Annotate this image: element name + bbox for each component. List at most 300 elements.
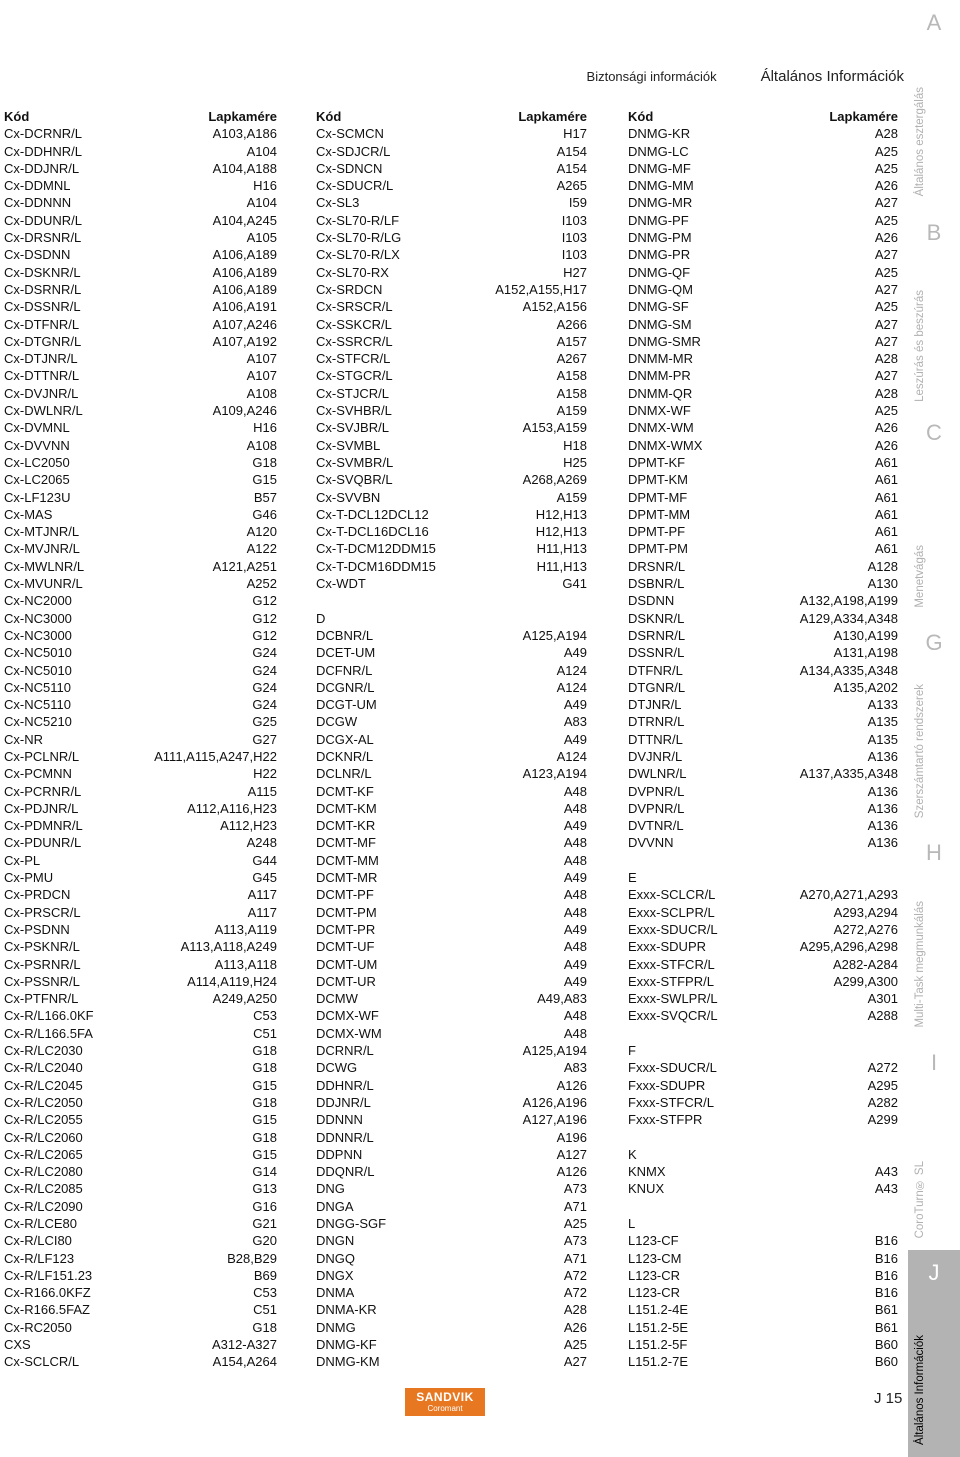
table-row xyxy=(316,662,587,679)
size-cell: A48 xyxy=(563,1008,587,1024)
size-cell: H22 xyxy=(253,766,277,782)
size-cell: H12,H13 xyxy=(535,506,587,522)
code-cell: Exxx-STFPR/L xyxy=(628,973,714,989)
table-row xyxy=(316,1301,587,1318)
section-label: Általános Információk xyxy=(914,1335,926,1445)
table-row xyxy=(4,316,277,333)
table-row xyxy=(4,1042,277,1059)
table-row xyxy=(628,1353,898,1370)
table-row xyxy=(316,817,587,834)
table-row xyxy=(628,990,898,1007)
code-cell: Cx-STFCR/L xyxy=(316,351,391,367)
code-cell: Cx-PRSCR/L xyxy=(4,904,81,920)
code-cell: DNMG xyxy=(316,1319,356,1335)
size-cell: G16 xyxy=(252,1198,277,1214)
size-cell: A104 xyxy=(246,143,277,159)
size-cell: A153,A159 xyxy=(522,420,587,436)
size-cell: A48 xyxy=(563,783,587,799)
table-row xyxy=(628,800,898,817)
size-cell: A108 xyxy=(246,437,277,453)
table-row xyxy=(628,402,898,419)
section-sidebar xyxy=(908,0,960,1457)
table-row xyxy=(316,558,587,575)
code-cell: Cx-MAS xyxy=(4,506,53,522)
table-row xyxy=(628,1025,898,1042)
size-cell: G27 xyxy=(252,731,277,747)
section-letter: C xyxy=(926,420,942,445)
size-cell: A124 xyxy=(556,662,587,678)
table-row xyxy=(4,506,277,523)
table-row xyxy=(316,731,587,748)
code-cell: Cx-SCLCR/L xyxy=(4,1354,80,1370)
code-cell: DCBNR/L xyxy=(316,627,374,643)
table-row xyxy=(628,558,898,575)
size-cell: H11,H13 xyxy=(536,558,587,574)
code-cell: Cx-R/LC2050 xyxy=(4,1094,83,1110)
code-cell: DNGG-SGF xyxy=(316,1216,387,1231)
table-row xyxy=(4,143,277,160)
code-cell: DVTNR/L xyxy=(628,818,684,834)
table-row xyxy=(628,1250,898,1267)
code-cell: Cx-R166.5FAZ xyxy=(4,1302,90,1318)
table-row xyxy=(628,160,898,177)
table-row xyxy=(4,246,277,263)
table-row xyxy=(316,523,587,540)
code-cell: DDQNR/L xyxy=(316,1164,375,1180)
table-row xyxy=(4,886,277,903)
code-cell: Cx-PDMNR/L xyxy=(4,818,83,834)
size-cell: A112,A116,H23 xyxy=(187,800,277,816)
code-cell: DCGT-UM xyxy=(316,697,377,713)
size-cell: A282 xyxy=(867,1094,898,1110)
code-cell: Cx-NC3000 xyxy=(4,627,72,643)
code-cell: L123-CF xyxy=(628,1233,679,1249)
size-cell: A124 xyxy=(556,748,587,764)
code-cell: Cx-MVJNR/L xyxy=(4,541,80,557)
code-cell: Cx-NC5110 xyxy=(4,679,71,695)
code-cell: DTRNR/L xyxy=(628,714,685,730)
size-cell: A128 xyxy=(867,558,898,574)
section-letter: H xyxy=(926,840,942,865)
size-cell: B60 xyxy=(874,1354,898,1370)
table-row xyxy=(628,938,898,955)
size-cell: Lapkamére xyxy=(829,109,898,124)
table-row xyxy=(316,1180,587,1197)
code-cell: Cx-DTJNR/L xyxy=(4,351,78,367)
code-cell: Cx-R/LC2090 xyxy=(4,1198,83,1214)
size-cell: G12 xyxy=(252,593,277,609)
table-row xyxy=(4,1267,277,1284)
size-cell: A27 xyxy=(874,333,898,349)
table-row xyxy=(628,1301,898,1318)
size-cell: I59 xyxy=(568,195,587,211)
table-row xyxy=(628,1042,898,1059)
code-cell: Cx-DVJNR/L xyxy=(4,385,79,401)
code-cell: Cx-MWLNR/L xyxy=(4,558,85,574)
size-cell: A312-A327 xyxy=(211,1337,277,1353)
table-row xyxy=(4,558,277,575)
size-cell: G12 xyxy=(252,610,277,626)
code-cell: Cx-PCRNR/L xyxy=(4,783,82,799)
table-row xyxy=(316,281,587,298)
table-row xyxy=(316,1198,587,1215)
table-row xyxy=(628,1198,898,1215)
code-cell: L123-CR xyxy=(628,1267,681,1283)
code-cell: Cx-R/L166.5FA xyxy=(4,1025,93,1041)
code-cell: Cx-R/LC2045 xyxy=(4,1077,83,1093)
page-number: J 15 xyxy=(874,1390,903,1407)
size-cell: A121,A251 xyxy=(212,558,277,574)
code-cell: Cx-PDJNR/L xyxy=(4,800,79,816)
code-cell: K xyxy=(628,1146,637,1162)
code-cell: DNMG-KR xyxy=(628,126,691,142)
table-row xyxy=(316,592,587,609)
table-row xyxy=(4,298,277,315)
table-row xyxy=(316,1025,587,1042)
table-row xyxy=(4,1129,277,1146)
code-cell: Cx-T-DCM16DDM15 xyxy=(316,558,436,574)
size-cell: A136 xyxy=(867,800,898,816)
table-row xyxy=(628,834,898,851)
code-cell: Cx-SVVBN xyxy=(316,489,381,505)
code-cell: Cx-NC5010 xyxy=(4,645,72,661)
table-row xyxy=(628,1129,898,1146)
table-row xyxy=(4,402,277,419)
size-cell: A25 xyxy=(563,1337,587,1353)
table-row xyxy=(628,1059,898,1076)
table-row xyxy=(316,696,587,713)
size-cell: C51 xyxy=(253,1025,277,1041)
size-cell: A26 xyxy=(563,1319,587,1335)
table-row xyxy=(4,1353,277,1370)
code-cell: Cx-DVVNN xyxy=(4,437,70,453)
table-row xyxy=(628,1146,898,1163)
size-cell: A158 xyxy=(556,368,587,384)
size-cell: A49 xyxy=(563,956,587,972)
table-row xyxy=(316,713,587,730)
size-cell: A159 xyxy=(556,403,587,419)
size-cell: A115 xyxy=(247,783,277,799)
code-cell: Cx-R/LC2060 xyxy=(4,1129,83,1145)
size-cell: A123,A194 xyxy=(522,766,587,782)
table-row xyxy=(628,1267,898,1284)
table-row xyxy=(4,264,277,281)
table-row xyxy=(628,316,898,333)
table-row xyxy=(316,367,587,384)
size-cell: A107 xyxy=(246,368,277,384)
table-row xyxy=(628,817,898,834)
section-letter: I xyxy=(930,1050,938,1075)
size-cell: H12,H13 xyxy=(535,524,587,540)
table-row xyxy=(4,281,277,298)
code-cell: DVPNR/L xyxy=(628,783,685,799)
table-row xyxy=(4,644,277,661)
table-row xyxy=(316,1215,587,1232)
code-cell: Cx-PSKNR/L xyxy=(4,939,80,955)
size-cell: C51 xyxy=(253,1302,277,1318)
size-cell: A295 xyxy=(867,1077,898,1093)
code-column-2 xyxy=(316,108,587,1371)
logo-sub-text: Coromant xyxy=(427,1404,463,1413)
size-cell: I103 xyxy=(561,230,587,246)
size-cell: A127 xyxy=(556,1146,587,1162)
table-row xyxy=(628,212,898,229)
table-row xyxy=(316,177,587,194)
size-cell: A114,A119,H24 xyxy=(187,973,277,989)
code-cell: DRSNR/L xyxy=(628,558,686,574)
table-row xyxy=(4,1319,277,1336)
table-row xyxy=(628,748,898,765)
code-cell: DNMG-SM xyxy=(628,316,692,332)
size-cell: A108 xyxy=(246,385,277,401)
table-row xyxy=(628,1163,898,1180)
code-cell: DPMT-KM xyxy=(628,472,688,488)
size-cell: A106,A189 xyxy=(212,281,277,297)
code-cell: Cx-DDMNL xyxy=(4,178,71,194)
code-cell: DTTNR/L xyxy=(628,731,683,747)
table-row xyxy=(316,125,587,142)
size-cell: B16 xyxy=(874,1250,898,1266)
table-row xyxy=(316,1042,587,1059)
size-cell: A196 xyxy=(556,1129,587,1145)
size-cell: A49 xyxy=(563,731,587,747)
table-row xyxy=(316,540,587,557)
table-row xyxy=(316,350,587,367)
size-cell: A131,A198 xyxy=(833,645,898,661)
code-cell: DNMG-QF xyxy=(628,264,691,280)
code-cell: DCMT-MF xyxy=(316,835,376,851)
section-tab-j[interactable] xyxy=(908,1250,960,1457)
size-cell: A26 xyxy=(874,420,898,436)
code-cell: Cx-DSKNR/L xyxy=(4,264,81,280)
section-letter: G xyxy=(925,630,943,655)
size-cell: A48 xyxy=(563,887,587,903)
table-row xyxy=(4,852,277,869)
code-cell: F xyxy=(628,1043,636,1059)
table-row xyxy=(4,1077,277,1094)
code-cell: DNMA-KR xyxy=(316,1302,377,1318)
header-title: Általános Információk xyxy=(760,68,904,85)
size-cell: G24 xyxy=(252,645,277,661)
code-cell: Cx-DDUNR/L xyxy=(4,212,82,228)
size-cell: A48 xyxy=(563,852,587,868)
column-header xyxy=(4,108,277,125)
table-row xyxy=(4,367,277,384)
size-cell: A126,A196 xyxy=(522,1094,587,1110)
size-cell: A26 xyxy=(874,178,898,194)
size-cell: I103 xyxy=(561,212,587,228)
table-row xyxy=(316,1353,587,1370)
size-cell: A154 xyxy=(556,160,587,176)
table-row xyxy=(316,419,587,436)
code-cell: Cx-SL70-R/LG xyxy=(316,230,402,246)
size-cell: A28 xyxy=(563,1302,587,1318)
table-row xyxy=(4,194,277,211)
table-row xyxy=(316,402,587,419)
code-cell: Cx-R/LC2040 xyxy=(4,1060,83,1076)
table-row xyxy=(4,229,277,246)
size-cell: A135,A202 xyxy=(833,679,898,695)
code-cell: Cx-R/LF123 xyxy=(4,1250,75,1266)
size-cell: C53 xyxy=(253,1008,277,1024)
size-cell: B60 xyxy=(874,1337,898,1353)
code-cell: DDPNN xyxy=(316,1146,363,1162)
code-cell: DNG xyxy=(316,1181,345,1197)
size-cell: G44 xyxy=(252,852,277,868)
code-cell: Fxxx-SDUPR xyxy=(628,1077,706,1093)
code-cell: Cx-NC5110 xyxy=(4,697,71,713)
size-cell: A61 xyxy=(874,506,898,522)
size-cell: A43 xyxy=(874,1164,898,1180)
code-cell: L151.2-7E xyxy=(628,1354,688,1370)
code-cell: DNMA xyxy=(316,1285,355,1301)
section-label: Általános esztergálás xyxy=(914,86,926,196)
table-row xyxy=(628,921,898,938)
code-cell: Cx-PCMNN xyxy=(4,766,72,782)
section-letter: B xyxy=(926,220,942,245)
code-cell: DSSNR/L xyxy=(628,645,685,661)
table-row xyxy=(316,938,587,955)
size-cell: C53 xyxy=(253,1285,277,1301)
section-tab-h[interactable] xyxy=(908,830,960,1040)
code-cell: L123-CR xyxy=(628,1285,681,1301)
table-row xyxy=(628,506,898,523)
code-cell: DCMW xyxy=(316,991,358,1007)
code-cell: DCMT-MR xyxy=(316,870,378,886)
table-row xyxy=(628,385,898,402)
size-cell: A154,A264 xyxy=(212,1354,277,1370)
section-tab-g[interactable] xyxy=(908,620,960,830)
size-cell: Lapkamére xyxy=(518,109,587,124)
table-row xyxy=(4,679,277,696)
size-cell: A133 xyxy=(867,697,898,713)
code-cell: DDJNR/L xyxy=(316,1094,371,1110)
size-cell: I103 xyxy=(561,247,587,263)
table-row xyxy=(4,1059,277,1076)
code-cell: Cx-NC3000 xyxy=(4,610,72,626)
size-cell: A272,A276 xyxy=(833,921,898,937)
code-cell: Exxx-SDUCR/L xyxy=(628,921,718,937)
table-row xyxy=(628,471,898,488)
table-row xyxy=(4,1180,277,1197)
table-row xyxy=(628,523,898,540)
table-row xyxy=(316,644,587,661)
code-cell: DNMG-QM xyxy=(628,281,693,297)
code-cell: L151.2-5E xyxy=(628,1319,688,1335)
table-row xyxy=(4,1025,277,1042)
page-header xyxy=(587,68,904,85)
table-row xyxy=(628,679,898,696)
size-cell: A293,A294 xyxy=(833,904,898,920)
code-cell: CXS xyxy=(4,1337,31,1353)
section-tab-b[interactable] xyxy=(908,210,960,410)
code-cell: Cx-SRSCR/L xyxy=(316,299,393,315)
code-cell: DNMM-QR xyxy=(628,385,693,401)
section-tab-i[interactable] xyxy=(908,1040,960,1250)
table-row xyxy=(4,489,277,506)
code-cell: Cx-SSRCR/L xyxy=(316,333,393,349)
code-cell: DNMG-MM xyxy=(628,178,694,194)
code-cell: Fxxx-STFCR/L xyxy=(628,1094,714,1110)
section-tab-c[interactable] xyxy=(908,410,960,620)
size-cell: A49 xyxy=(563,870,587,886)
size-cell: A266 xyxy=(556,316,587,332)
size-cell: B57 xyxy=(253,489,277,505)
code-cell: Cx-R/LC2055 xyxy=(4,1112,83,1128)
code-cell: DSRNR/L xyxy=(628,627,686,643)
table-row xyxy=(4,1198,277,1215)
code-cell: Cx-DDHNR/L xyxy=(4,143,82,159)
table-row xyxy=(316,627,587,644)
code-cell: DCGX-AL xyxy=(316,731,374,747)
table-row xyxy=(628,575,898,592)
code-cell: KNUX xyxy=(628,1181,665,1197)
table-row xyxy=(4,748,277,765)
size-cell: A107 xyxy=(246,351,277,367)
size-cell: A157 xyxy=(556,333,587,349)
size-cell: A132,A198,A199 xyxy=(799,593,898,609)
table-row xyxy=(316,575,587,592)
size-cell: G18 xyxy=(252,1319,277,1335)
table-row xyxy=(628,194,898,211)
size-cell: A25 xyxy=(874,403,898,419)
table-row xyxy=(4,956,277,973)
section-tab-a[interactable] xyxy=(908,0,960,210)
size-cell: A48 xyxy=(563,1025,587,1041)
size-cell: H16 xyxy=(253,420,277,436)
size-cell: A27 xyxy=(874,281,898,297)
code-cell: DNMG-SMR xyxy=(628,333,701,349)
code-cell: DNMG-SF xyxy=(628,299,689,315)
code-cell: L151.2-5F xyxy=(628,1337,688,1353)
code-cell: DNGX xyxy=(316,1267,354,1283)
table-row xyxy=(628,246,898,263)
table-row xyxy=(316,921,587,938)
size-cell: G18 xyxy=(252,1043,277,1059)
code-cell: L151.2-4E xyxy=(628,1302,688,1318)
size-cell: A152,A156 xyxy=(522,299,587,315)
size-cell: A113,A118,A249 xyxy=(180,939,277,955)
code-cell: Cx-R/LC2030 xyxy=(4,1043,83,1059)
table-row xyxy=(4,1301,277,1318)
table-row xyxy=(628,1007,898,1024)
size-cell: G18 xyxy=(252,1094,277,1110)
code-cell: DNGA xyxy=(316,1198,354,1214)
size-cell: A49 xyxy=(563,921,587,937)
table-row xyxy=(628,540,898,557)
size-cell: A136 xyxy=(867,835,898,851)
table-row xyxy=(4,1146,277,1163)
code-cell: Cx-PL xyxy=(4,852,41,868)
size-cell: A72 xyxy=(563,1267,587,1283)
size-cell: A111,A115,A247,H22 xyxy=(154,748,277,764)
table-row xyxy=(4,869,277,886)
size-cell: A130 xyxy=(867,576,898,592)
size-cell: A26 xyxy=(874,230,898,246)
table-row xyxy=(628,713,898,730)
table-row xyxy=(316,143,587,160)
code-cell: Cx-LC2065 xyxy=(4,472,70,488)
size-cell: A83 xyxy=(563,714,587,730)
size-cell: A154 xyxy=(556,143,587,159)
code-cell: Cx-DTGNR/L xyxy=(4,333,82,349)
table-row xyxy=(316,904,587,921)
code-cell: DCRNR/L xyxy=(316,1043,374,1059)
code-cell: DCET-UM xyxy=(316,645,376,661)
code-cell: DCMT-KM xyxy=(316,800,377,816)
table-row xyxy=(628,229,898,246)
size-cell: A112,H23 xyxy=(220,818,277,834)
